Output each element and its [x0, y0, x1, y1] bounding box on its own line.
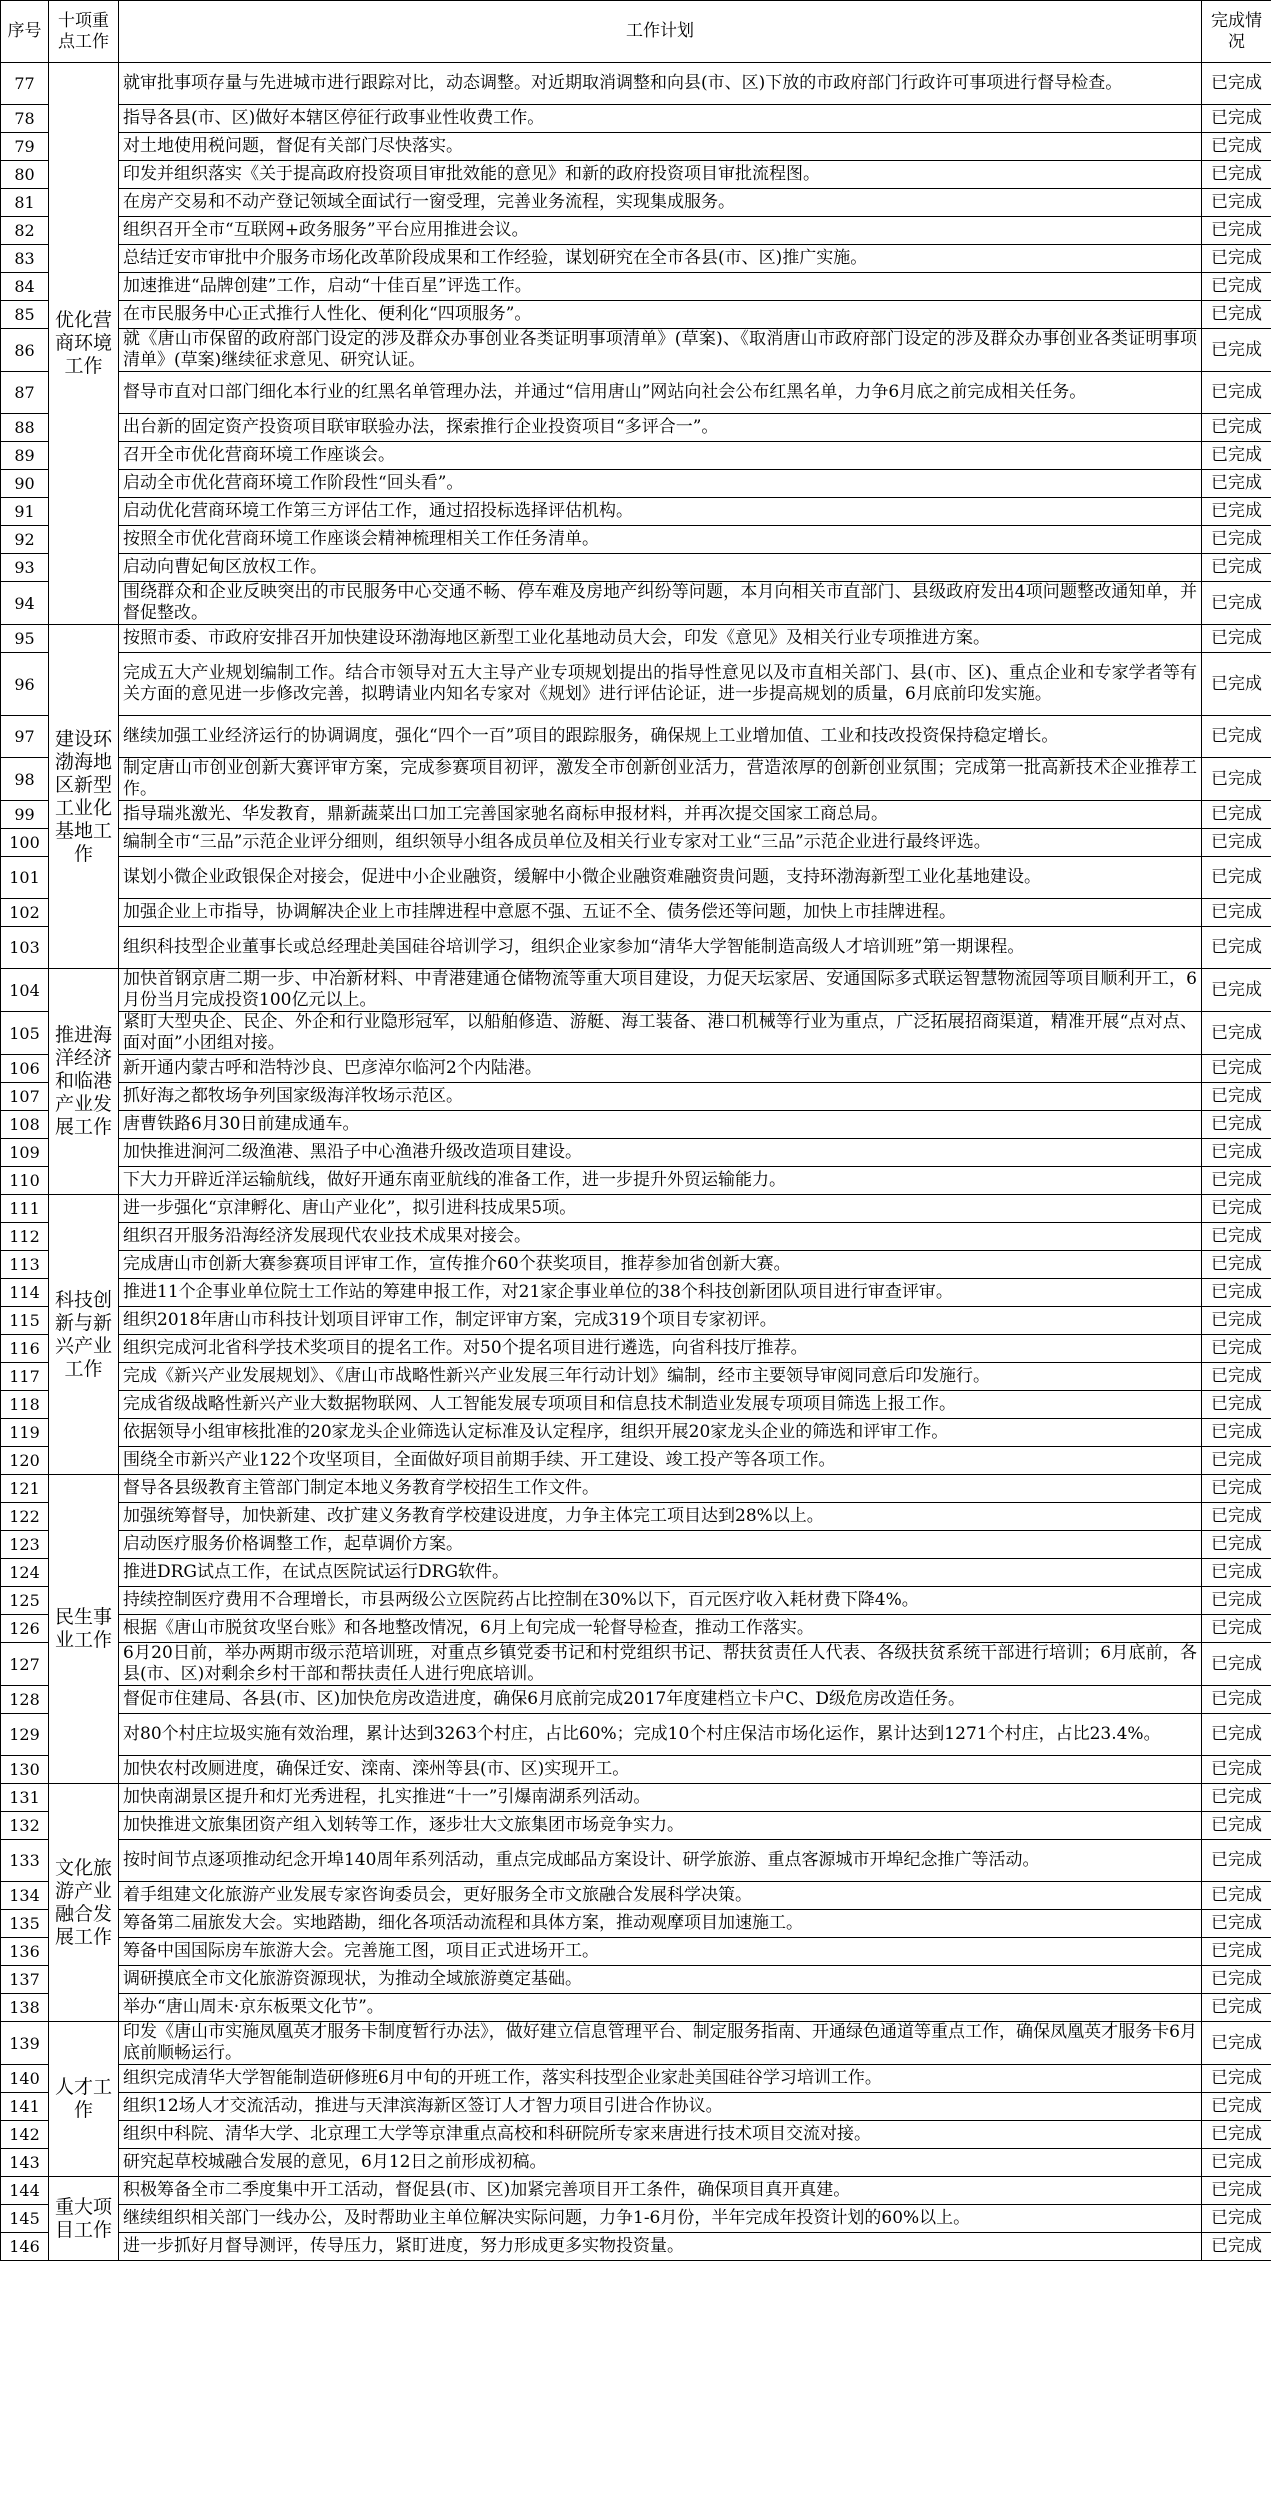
work-plan-text: 继续组织相关部门一线办公，及时帮助业主单位解决实际问题，力争1-6月份，半年完成年投资计划的60%以上。 — [119, 2205, 1202, 2233]
row-number: 138 — [1, 1994, 49, 2022]
row-number: 142 — [1, 2121, 49, 2149]
completion-status: 已完成 — [1202, 554, 1271, 582]
table-row — [1, 1447, 1271, 1475]
category-cell: 文化旅游产业融合发展工作 — [49, 1784, 119, 2022]
row-number: 82 — [1, 217, 49, 245]
row-number: 116 — [1, 1335, 49, 1363]
row-number: 88 — [1, 414, 49, 442]
row-number: 106 — [1, 1055, 49, 1083]
work-plan-text: 着手组建文化旅游产业发展专家咨询委员会，更好服务全市文旅融合发展科学决策。 — [119, 1882, 1202, 1910]
row-number: 113 — [1, 1251, 49, 1279]
table-row — [1, 1279, 1271, 1307]
table-row — [1, 105, 1271, 133]
work-plan-text: 组织召开全市“互联网+政务服务”平台应用推进会议。 — [119, 217, 1202, 245]
work-plan-text: 积极筹备全市二季度集中开工活动，督促县(市、区)加紧完善项目开工条件，确保项目真开真建。 — [119, 2177, 1202, 2205]
table-row — [1, 63, 1271, 105]
row-number: 98 — [1, 758, 49, 801]
work-plan-text: 印发《唐山市实施凤凰英才服务卡制度暂行办法》，做好建立信息管理平台、制定服务指南、开通绿色通道等重点工作，确保凤凰英才服务卡6月底前顺畅运行。 — [119, 2022, 1202, 2065]
completion-status: 已完成 — [1202, 899, 1271, 927]
table-row — [1, 414, 1271, 442]
table-row — [1, 1111, 1271, 1139]
table-row — [1, 329, 1271, 372]
completion-status: 已完成 — [1202, 1447, 1271, 1475]
completion-status: 已完成 — [1202, 1938, 1271, 1966]
completion-status: 已完成 — [1202, 1307, 1271, 1335]
row-number: 134 — [1, 1882, 49, 1910]
completion-status: 已完成 — [1202, 1910, 1271, 1938]
completion-status: 已完成 — [1202, 1223, 1271, 1251]
work-plan-text: 组织完成清华大学智能制造研修班6月中旬的开班工作，落实科技型企业家赴美国硅谷学习培训工作。 — [119, 2065, 1202, 2093]
table-body — [1, 63, 1271, 2261]
table-row — [1, 1615, 1271, 1643]
work-plan-text: 启动优化营商环境工作第三方评估工作，通过招投标选择评估机构。 — [119, 498, 1202, 526]
work-plan-text: 启动全市优化营商环境工作阶段性“回头看”。 — [119, 470, 1202, 498]
row-number: 80 — [1, 161, 49, 189]
work-plan-text: 按照市委、市政府安排召开加快建设环渤海地区新型工业化基地动员大会，印发《意见》及相关行业专项推进方案。 — [119, 625, 1202, 653]
table-row — [1, 1195, 1271, 1223]
work-plan-text: 组织2018年唐山市科技计划项目评审工作，制定评审方案，完成319个项目专家初评。 — [119, 1307, 1202, 1335]
completion-status: 已完成 — [1202, 217, 1271, 245]
work-plan-text: 对土地使用税问题，督促有关部门尽快落实。 — [119, 133, 1202, 161]
table-row — [1, 372, 1271, 414]
table-row — [1, 1643, 1271, 1686]
completion-status: 已完成 — [1202, 758, 1271, 801]
row-number: 101 — [1, 857, 49, 899]
completion-status: 已完成 — [1202, 1994, 1271, 2022]
completion-status: 已完成 — [1202, 1251, 1271, 1279]
work-plan-text: 指导瑞兆激光、华发教育，鼎新蔬菜出口加工完善国家驰名商标申报材料，并再次提交国家工商总局。 — [119, 801, 1202, 829]
completion-status: 已完成 — [1202, 498, 1271, 526]
table-row — [1, 1531, 1271, 1559]
table-row — [1, 498, 1271, 526]
work-plan-text: 督导各县级教育主管部门制定本地义务教育学校招生工作文件。 — [119, 1475, 1202, 1503]
table-row — [1, 1251, 1271, 1279]
completion-status: 已完成 — [1202, 2121, 1271, 2149]
table-row — [1, 2149, 1271, 2177]
row-number: 141 — [1, 2093, 49, 2121]
row-number: 109 — [1, 1139, 49, 1167]
completion-status: 已完成 — [1202, 1139, 1271, 1167]
work-plan-text: 继续加强工业经济运行的协调调度，强化“四个一百”项目的跟踪服务，确保规上工业增加值、工业和技改投资保持稳定增长。 — [119, 716, 1202, 758]
row-number: 137 — [1, 1966, 49, 1994]
completion-status: 已完成 — [1202, 1812, 1271, 1840]
completion-status: 已完成 — [1202, 1503, 1271, 1531]
table-row — [1, 1966, 1271, 1994]
work-plan-text: 组织中科院、清华大学、北京理工大学等京津重点高校和科研院所专家来唐进行技术项目交流对接。 — [119, 2121, 1202, 2149]
table-row — [1, 1756, 1271, 1784]
header-plan: 工作计划 — [119, 1, 1202, 63]
table-row — [1, 1055, 1271, 1083]
table-header-row — [1, 1, 1271, 63]
table-row — [1, 2022, 1271, 2065]
work-plan-text: 持续控制医疗费用不合理增长，市县两级公立医院药占比控制在30%以下，百元医疗收入耗材费下降4%。 — [119, 1587, 1202, 1615]
completion-status: 已完成 — [1202, 2022, 1271, 2065]
table-row — [1, 801, 1271, 829]
category-cell: 建设环渤海地区新型工业化基地工作 — [49, 625, 119, 969]
table-row — [1, 133, 1271, 161]
completion-status: 已完成 — [1202, 133, 1271, 161]
table-row — [1, 1307, 1271, 1335]
table-row — [1, 1475, 1271, 1503]
row-number: 91 — [1, 498, 49, 526]
work-plan-text: 指导各县(市、区)做好本辖区停征行政事业性收费工作。 — [119, 105, 1202, 133]
completion-status: 已完成 — [1202, 2149, 1271, 2177]
work-plan-text: 下大力开辟近洋运输航线，做好开通东南亚航线的准备工作，进一步提升外贸运输能力。 — [119, 1167, 1202, 1195]
row-number: 127 — [1, 1643, 49, 1686]
table-row — [1, 2121, 1271, 2149]
completion-status: 已完成 — [1202, 1559, 1271, 1587]
table-row — [1, 470, 1271, 498]
work-plan-text: 出台新的固定资产投资项目联审联验办法，探索推行企业投资项目“多评合一”。 — [119, 414, 1202, 442]
table-row — [1, 1167, 1271, 1195]
work-plan-text: 举办“唐山周末·京东板栗文化节”。 — [119, 1994, 1202, 2022]
completion-status: 已完成 — [1202, 2065, 1271, 2093]
completion-status: 已完成 — [1202, 1615, 1271, 1643]
row-number: 100 — [1, 829, 49, 857]
completion-status: 已完成 — [1202, 1363, 1271, 1391]
work-plan-text: 组织完成河北省科学技术奖项目的提名工作。对50个提名项目进行遴选，向省科技厅推荐。 — [119, 1335, 1202, 1363]
table-row — [1, 1587, 1271, 1615]
row-number: 126 — [1, 1615, 49, 1643]
work-plan-text: 完成省级战略性新兴产业大数据物联网、人工智能发展专项项目和信息技术制造业发展专项项目筛选上报工作。 — [119, 1391, 1202, 1419]
row-number: 135 — [1, 1910, 49, 1938]
completion-status: 已完成 — [1202, 1279, 1271, 1307]
row-number: 123 — [1, 1531, 49, 1559]
work-plan-text: 调研摸底全市文化旅游资源现状，为推动全域旅游奠定基础。 — [119, 1966, 1202, 1994]
work-plan-text: 推进DRG试点工作，在试点医院试运行DRG软件。 — [119, 1559, 1202, 1587]
work-plan-text: 督促市住建局、各县(市、区)加快危房改造进度，确保6月底前完成2017年度建档立卡户C、D级危房改造任务。 — [119, 1686, 1202, 1714]
work-plan-text: 督导市直对口部门细化本行业的红黑名单管理办法，并通过“信用唐山”网站向社会公布红黑名单，力争6月底之前完成相关任务。 — [119, 372, 1202, 414]
work-plan-text: 推进11个企事业单位院士工作站的筹建申报工作，对21家企事业单位的38个科技创新团队项目进行审查评审。 — [119, 1279, 1202, 1307]
table-row — [1, 1784, 1271, 1812]
table-row — [1, 899, 1271, 927]
row-number: 121 — [1, 1475, 49, 1503]
work-plan-text: 进一步抓好月督导测评，传导压力，紧盯进度，努力形成更多实物投资量。 — [119, 2233, 1202, 2261]
completion-status: 已完成 — [1202, 189, 1271, 217]
table-row — [1, 1012, 1271, 1055]
row-number: 129 — [1, 1714, 49, 1756]
row-number: 119 — [1, 1419, 49, 1447]
work-plan-text: 筹备中国国际房车旅游大会。完善施工图，项目正式进场开工。 — [119, 1938, 1202, 1966]
table-row — [1, 189, 1271, 217]
table-row — [1, 758, 1271, 801]
table-row — [1, 1223, 1271, 1251]
header-status: 完成情况 — [1202, 1, 1271, 63]
work-plan-text: 完成唐山市创新大赛参赛项目评审工作，宣传推介60个获奖项目，推荐参加省创新大赛。 — [119, 1251, 1202, 1279]
row-number: 143 — [1, 2149, 49, 2177]
category-cell: 科技创新与新兴产业工作 — [49, 1195, 119, 1475]
row-number: 105 — [1, 1012, 49, 1055]
work-plan-text: 筹备第二届旅发大会。实地踏勘，细化各项活动流程和具体方案，推动观摩项目加速施工。 — [119, 1910, 1202, 1938]
row-number: 122 — [1, 1503, 49, 1531]
table-row — [1, 716, 1271, 758]
completion-status: 已完成 — [1202, 1840, 1271, 1882]
category-cell: 优化营商环境工作 — [49, 63, 119, 625]
table-row — [1, 217, 1271, 245]
table-row — [1, 442, 1271, 470]
table-row — [1, 1938, 1271, 1966]
completion-status: 已完成 — [1202, 582, 1271, 625]
row-number: 118 — [1, 1391, 49, 1419]
work-plan-text: 唐曹铁路6月30日前建成通车。 — [119, 1111, 1202, 1139]
work-plan-text: 组织科技型企业董事长或总经理赴美国硅谷培训学习，组织企业家参加“清华大学智能制造高级人才培训班”第一期课程。 — [119, 927, 1202, 969]
work-plan-text: 总结迁安市审批中介服务市场化改革阶段成果和工作经验，谋划研究在全市各县(市、区)推广实施。 — [119, 245, 1202, 273]
row-number: 79 — [1, 133, 49, 161]
row-number: 117 — [1, 1363, 49, 1391]
completion-status: 已完成 — [1202, 2093, 1271, 2121]
row-number: 139 — [1, 2022, 49, 2065]
row-number: 128 — [1, 1686, 49, 1714]
completion-status: 已完成 — [1202, 1167, 1271, 1195]
completion-status: 已完成 — [1202, 829, 1271, 857]
completion-status: 已完成 — [1202, 653, 1271, 716]
work-plan-text: 研究起草校城融合发展的意见，6月12日之前形成初稿。 — [119, 2149, 1202, 2177]
work-plan-text: 根据《唐山市脱贫攻坚台账》和各地整改情况，6月上旬完成一轮督导检查，推动工作落实。 — [119, 1615, 1202, 1643]
completion-status: 已完成 — [1202, 1784, 1271, 1812]
completion-status: 已完成 — [1202, 1083, 1271, 1111]
work-plan-text: 完成五大产业规划编制工作。结合市领导对五大主导产业专项规划提出的指导性意见以及市直相关部门、县(市、区)、重点企业和专家学者等有关方面的意见进一步修改完善，拟聘请业内知名专家对《规划》进行评估论证，进一步提高规划的质量，6月底前印发实施。 — [119, 653, 1202, 716]
row-number: 144 — [1, 2177, 49, 2205]
table-row — [1, 1714, 1271, 1756]
row-number: 132 — [1, 1812, 49, 1840]
row-number: 104 — [1, 969, 49, 1012]
row-number: 114 — [1, 1279, 49, 1307]
row-number: 83 — [1, 245, 49, 273]
table-row — [1, 969, 1271, 1012]
table-row — [1, 1363, 1271, 1391]
table-row — [1, 526, 1271, 554]
table-row — [1, 161, 1271, 189]
table-row — [1, 582, 1271, 625]
completion-status: 已完成 — [1202, 1531, 1271, 1559]
row-number: 96 — [1, 653, 49, 716]
completion-status: 已完成 — [1202, 1012, 1271, 1055]
completion-status: 已完成 — [1202, 969, 1271, 1012]
row-number: 87 — [1, 372, 49, 414]
work-plan-text: 加强企业上市指导，协调解决企业上市挂牌进程中意愿不强、五证不全、债务偿还等问题，加快上市挂牌进程。 — [119, 899, 1202, 927]
row-number: 111 — [1, 1195, 49, 1223]
completion-status: 已完成 — [1202, 1686, 1271, 1714]
completion-status: 已完成 — [1202, 442, 1271, 470]
completion-status: 已完成 — [1202, 1587, 1271, 1615]
row-number: 103 — [1, 927, 49, 969]
completion-status: 已完成 — [1202, 1475, 1271, 1503]
completion-status: 已完成 — [1202, 1882, 1271, 1910]
table-row — [1, 653, 1271, 716]
row-number: 145 — [1, 2205, 49, 2233]
work-plan-text: 启动医疗服务价格调整工作，起草调价方案。 — [119, 1531, 1202, 1559]
table-row — [1, 554, 1271, 582]
table-row — [1, 301, 1271, 329]
table-row — [1, 1139, 1271, 1167]
work-plan-text: 新开通内蒙古呼和浩特沙良、巴彦淖尔临河2个内陆港。 — [119, 1055, 1202, 1083]
table-row — [1, 2093, 1271, 2121]
work-plan-text: 加快南湖景区提升和灯光秀进程，扎实推进“十一”引爆南湖系列活动。 — [119, 1784, 1202, 1812]
completion-status: 已完成 — [1202, 1055, 1271, 1083]
table-row — [1, 2177, 1271, 2205]
row-number: 120 — [1, 1447, 49, 1475]
completion-status: 已完成 — [1202, 1195, 1271, 1223]
category-cell: 人才工作 — [49, 2022, 119, 2177]
work-plan-text: 加快农村改厕进度，确保迁安、滦南、滦州等县(市、区)实现开工。 — [119, 1756, 1202, 1784]
table-row — [1, 1391, 1271, 1419]
completion-status: 已完成 — [1202, 372, 1271, 414]
completion-status: 已完成 — [1202, 1419, 1271, 1447]
table-row — [1, 1686, 1271, 1714]
work-plan-text: 加快推进文旅集团资产组入划转等工作，逐步壮大文旅集团市场竞争实力。 — [119, 1812, 1202, 1840]
work-plan-text: 6月20日前，举办两期市级示范培训班，对重点乡镇党委书记和村党组织书记、帮扶贫责任人代表、各级扶贫系统干部进行培训；6月底前，各县(市、区)对剩余乡村干部和帮扶责任人进行兜底培训。 — [119, 1643, 1202, 1686]
table-row — [1, 1083, 1271, 1111]
completion-status: 已完成 — [1202, 801, 1271, 829]
work-plan-text: 就审批事项存量与先进城市进行跟踪对比，动态调整。对近期取消调整和向县(市、区)下放的市政府部门行政许可事项进行督导检查。 — [119, 63, 1202, 105]
work-plan-text: 召开全市优化营商环境工作座谈会。 — [119, 442, 1202, 470]
table-row — [1, 1335, 1271, 1363]
row-number: 115 — [1, 1307, 49, 1335]
row-number: 95 — [1, 625, 49, 653]
work-plan-text: 围绕群众和企业反映突出的市民服务中心交通不畅、停车难及房地产纠纷等问题，本月向相关市直部门、县级政府发出4项问题整改通知单，并督促整改。 — [119, 582, 1202, 625]
category-cell: 民生事业工作 — [49, 1475, 119, 1784]
completion-status: 已完成 — [1202, 526, 1271, 554]
completion-status: 已完成 — [1202, 273, 1271, 301]
row-number: 99 — [1, 801, 49, 829]
completion-status: 已完成 — [1202, 414, 1271, 442]
table-row — [1, 2233, 1271, 2261]
completion-status: 已完成 — [1202, 329, 1271, 372]
category-cell: 推进海洋经济和临港产业发展工作 — [49, 969, 119, 1195]
row-number: 136 — [1, 1938, 49, 1966]
work-plan-text: 紧盯大型央企、民企、外企和行业隐形冠军，以船舶修造、游艇、海工装备、港口机械等行业为重点，广泛拓展招商渠道，精准开展“点对点、面对面”小团组对接。 — [119, 1012, 1202, 1055]
completion-status: 已完成 — [1202, 1111, 1271, 1139]
completion-status: 已完成 — [1202, 1391, 1271, 1419]
table-row — [1, 1419, 1271, 1447]
row-number: 125 — [1, 1587, 49, 1615]
completion-status: 已完成 — [1202, 1966, 1271, 1994]
row-number: 84 — [1, 273, 49, 301]
row-number: 108 — [1, 1111, 49, 1139]
row-number: 97 — [1, 716, 49, 758]
completion-status: 已完成 — [1202, 245, 1271, 273]
work-plan-text: 进一步强化“京津孵化、唐山产业化”，拟引进科技成果5项。 — [119, 1195, 1202, 1223]
completion-status: 已完成 — [1202, 2177, 1271, 2205]
completion-status: 已完成 — [1202, 2233, 1271, 2261]
table-row — [1, 927, 1271, 969]
table-row — [1, 829, 1271, 857]
work-plan-text: 抓好海之都牧场争列国家级海洋牧场示范区。 — [119, 1083, 1202, 1111]
row-number: 131 — [1, 1784, 49, 1812]
completion-status: 已完成 — [1202, 63, 1271, 105]
work-plan-text: 完成《新兴产业发展规划》、《唐山市战略性新兴产业发展三年行动计划》编制，经市主要领导审阅同意后印发施行。 — [119, 1363, 1202, 1391]
table-row — [1, 1812, 1271, 1840]
table-row — [1, 1503, 1271, 1531]
work-plan-text: 加速推进“品牌创建”工作，启动“十佳百星”评选工作。 — [119, 273, 1202, 301]
work-plan-text: 按时间节点逐项推动纪念开埠140周年系列活动，重点完成邮品方案设计、研学旅游、重点客源城市开埠纪念推广等活动。 — [119, 1840, 1202, 1882]
completion-status: 已完成 — [1202, 716, 1271, 758]
work-plan-text: 在市民服务中心正式推行人性化、便利化“四项服务”。 — [119, 301, 1202, 329]
work-plan-text: 加强统筹督导，加快新建、改扩建义务教育学校建设进度，力争主体完工项目达到28%以上。 — [119, 1503, 1202, 1531]
header-no: 序号 — [1, 1, 49, 63]
category-cell: 重大项目工作 — [49, 2177, 119, 2261]
work-plan-text: 依据领导小组审核批准的20家龙头企业筛选认定标准及认定程序，组织开展20家龙头企业的筛选和评审工作。 — [119, 1419, 1202, 1447]
row-number: 93 — [1, 554, 49, 582]
work-plan-text: 按照全市优化营商环境工作座谈会精神梳理相关工作任务清单。 — [119, 526, 1202, 554]
table-row — [1, 273, 1271, 301]
table-row — [1, 1882, 1271, 1910]
table-row — [1, 857, 1271, 899]
work-plan-text: 就《唐山市保留的政府部门设定的涉及群众办事创业各类证明事项清单》(草案)、《取消唐山市政府部门设定的涉及群众办事创业各类证明事项清单》(草案)继续征求意见、研究认证。 — [119, 329, 1202, 372]
row-number: 94 — [1, 582, 49, 625]
work-plan-text: 组织召开服务沿海经济发展现代农业技术成果对接会。 — [119, 1223, 1202, 1251]
completion-status: 已完成 — [1202, 301, 1271, 329]
completion-status: 已完成 — [1202, 2205, 1271, 2233]
row-number: 110 — [1, 1167, 49, 1195]
completion-status: 已完成 — [1202, 161, 1271, 189]
completion-status: 已完成 — [1202, 625, 1271, 653]
row-number: 85 — [1, 301, 49, 329]
header-category: 十项重点工作 — [49, 1, 119, 63]
row-number: 89 — [1, 442, 49, 470]
table-row — [1, 2205, 1271, 2233]
work-plan-text: 围绕全市新兴产业122个攻坚项目，全面做好项目前期手续、开工建设、竣工投产等各项工作。 — [119, 1447, 1202, 1475]
table-row — [1, 1840, 1271, 1882]
work-plan-text: 印发并组织落实《关于提高政府投资项目审批效能的意见》和新的政府投资项目审批流程图。 — [119, 161, 1202, 189]
row-number: 140 — [1, 2065, 49, 2093]
row-number: 133 — [1, 1840, 49, 1882]
row-number: 107 — [1, 1083, 49, 1111]
work-plan-text: 在房产交易和不动产登记领域全面试行一窗受理，完善业务流程，实现集成服务。 — [119, 189, 1202, 217]
row-number: 130 — [1, 1756, 49, 1784]
row-number: 146 — [1, 2233, 49, 2261]
table-row — [1, 2065, 1271, 2093]
work-plan-text: 加快推进涧河二级渔港、黑沿子中心渔港升级改造项目建设。 — [119, 1139, 1202, 1167]
work-plan-text: 制定唐山市创业创新大赛评审方案，完成参赛项目初评，激发全市创新创业活力，营造浓厚的创新创业氛围；完成第一批高新技术企业推荐工作。 — [119, 758, 1202, 801]
completion-status: 已完成 — [1202, 927, 1271, 969]
row-number: 124 — [1, 1559, 49, 1587]
completion-status: 已完成 — [1202, 105, 1271, 133]
row-number: 112 — [1, 1223, 49, 1251]
work-plan-text: 对80个村庄垃圾实施有效治理，累计达到3263个村庄，占比60%；完成10个村庄保洁市场化运作，累计达到1271个村庄，占比23.4%。 — [119, 1714, 1202, 1756]
work-plan-text: 谋划小微企业政银保企对接会，促进中小企业融资，缓解中小微企业融资难融资贵问题，支持环渤海新型工业化基地建设。 — [119, 857, 1202, 899]
table-row — [1, 625, 1271, 653]
completion-status: 已完成 — [1202, 1714, 1271, 1756]
completion-status: 已完成 — [1202, 1756, 1271, 1784]
row-number: 86 — [1, 329, 49, 372]
work-plan-text: 加快首钢京唐二期一步、中冶新材料、中青港建通仓储物流等重大项目建设，力促天坛家居、安通国际多式联运智慧物流园等项目顺利开工，6月份当月完成投资100亿元以上。 — [119, 969, 1202, 1012]
row-number: 77 — [1, 63, 49, 105]
work-plan-text: 组织12场人才交流活动，推进与天津滨海新区签订人才智力项目引进合作协议。 — [119, 2093, 1202, 2121]
table-row — [1, 1559, 1271, 1587]
table-row — [1, 1994, 1271, 2022]
completion-status: 已完成 — [1202, 1335, 1271, 1363]
table-row — [1, 1910, 1271, 1938]
completion-status: 已完成 — [1202, 1643, 1271, 1686]
work-plan-text: 启动向曹妃甸区放权工作。 — [119, 554, 1202, 582]
row-number: 78 — [1, 105, 49, 133]
work-plan-text: 编制全市“三品”示范企业评分细则，组织领导小组各成员单位及相关行业专家对工业“三品”示范企业进行最终评选。 — [119, 829, 1202, 857]
row-number: 102 — [1, 899, 49, 927]
row-number: 92 — [1, 526, 49, 554]
table-row — [1, 245, 1271, 273]
completion-status: 已完成 — [1202, 857, 1271, 899]
completion-status: 已完成 — [1202, 470, 1271, 498]
row-number: 90 — [1, 470, 49, 498]
row-number: 81 — [1, 189, 49, 217]
